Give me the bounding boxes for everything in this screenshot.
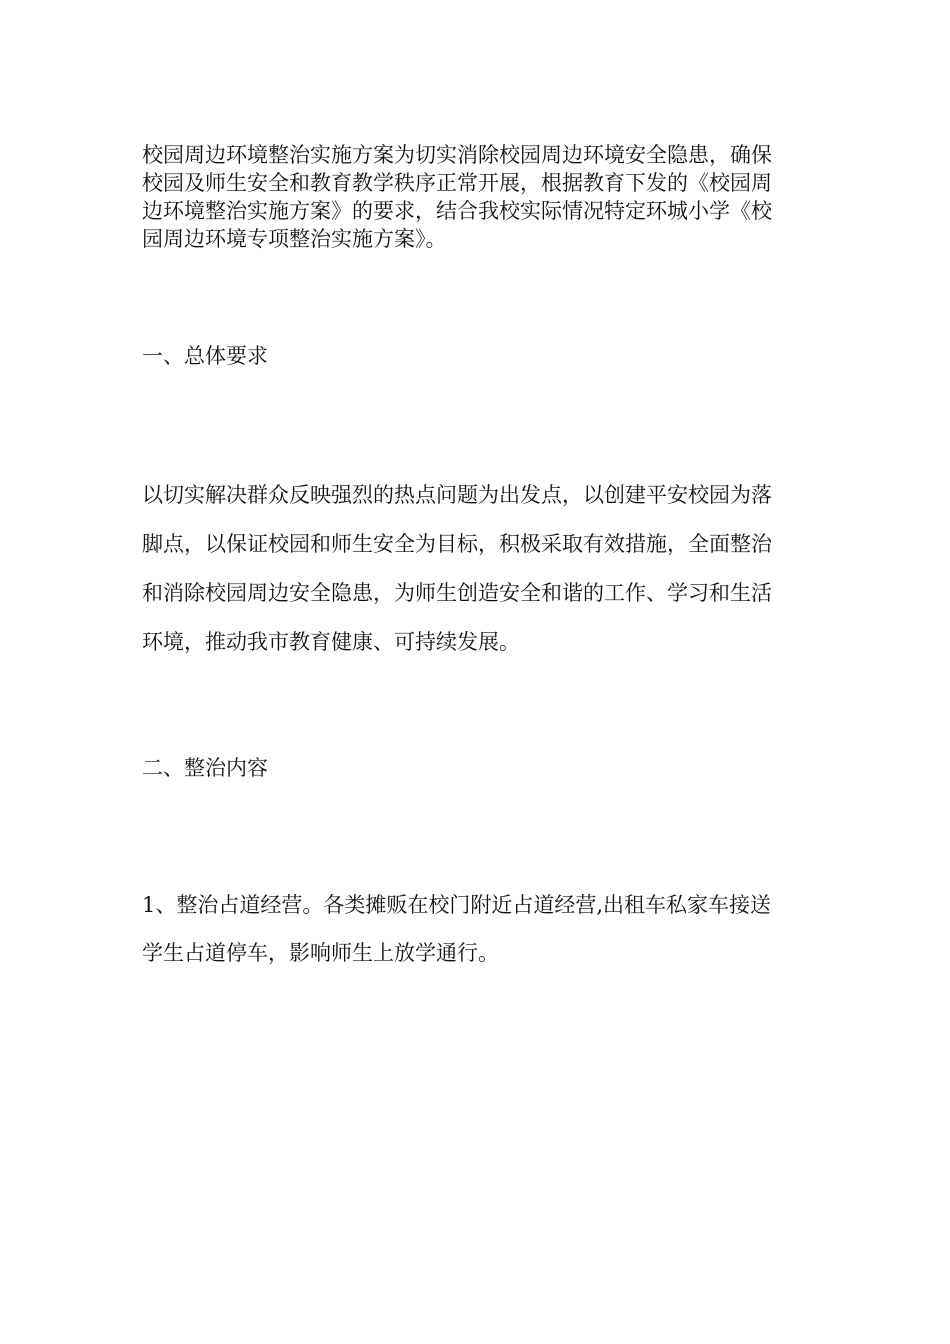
section-heading-overall-requirements: 一、总体要求 xyxy=(142,344,268,368)
overall-requirements-paragraph: 以切实解决群众反映强烈的热点问题为出发点，以创建平安校园为落脚点，以保证校园和师生安全为目标，积极采取有效措施，全面整治和消除校园周边安全隐患，为师生创造安全和谐的工作、学习和生活环境，推动我市教育健康、可持续发展。 xyxy=(142,483,772,654)
section-heading-rectification-content: 二、整治内容 xyxy=(142,756,268,780)
intro-paragraph: 校园周边环境整治实施方案为切实消除校园周边环境安全隐患，确保校园及师生安全和教育教学秩序正常开展，根据教育下发的《校园周边环境整治实施方案》的要求，结合我校实际情况特定环城小学《校园周边环境专项整治实施方案》。 xyxy=(142,143,772,251)
rectification-item-1: 1、整治占道经营。各类摊贩在校门附近占道经营,出租车私家车接送学生占道停车，影响师生上放学通行。 xyxy=(142,893,772,965)
